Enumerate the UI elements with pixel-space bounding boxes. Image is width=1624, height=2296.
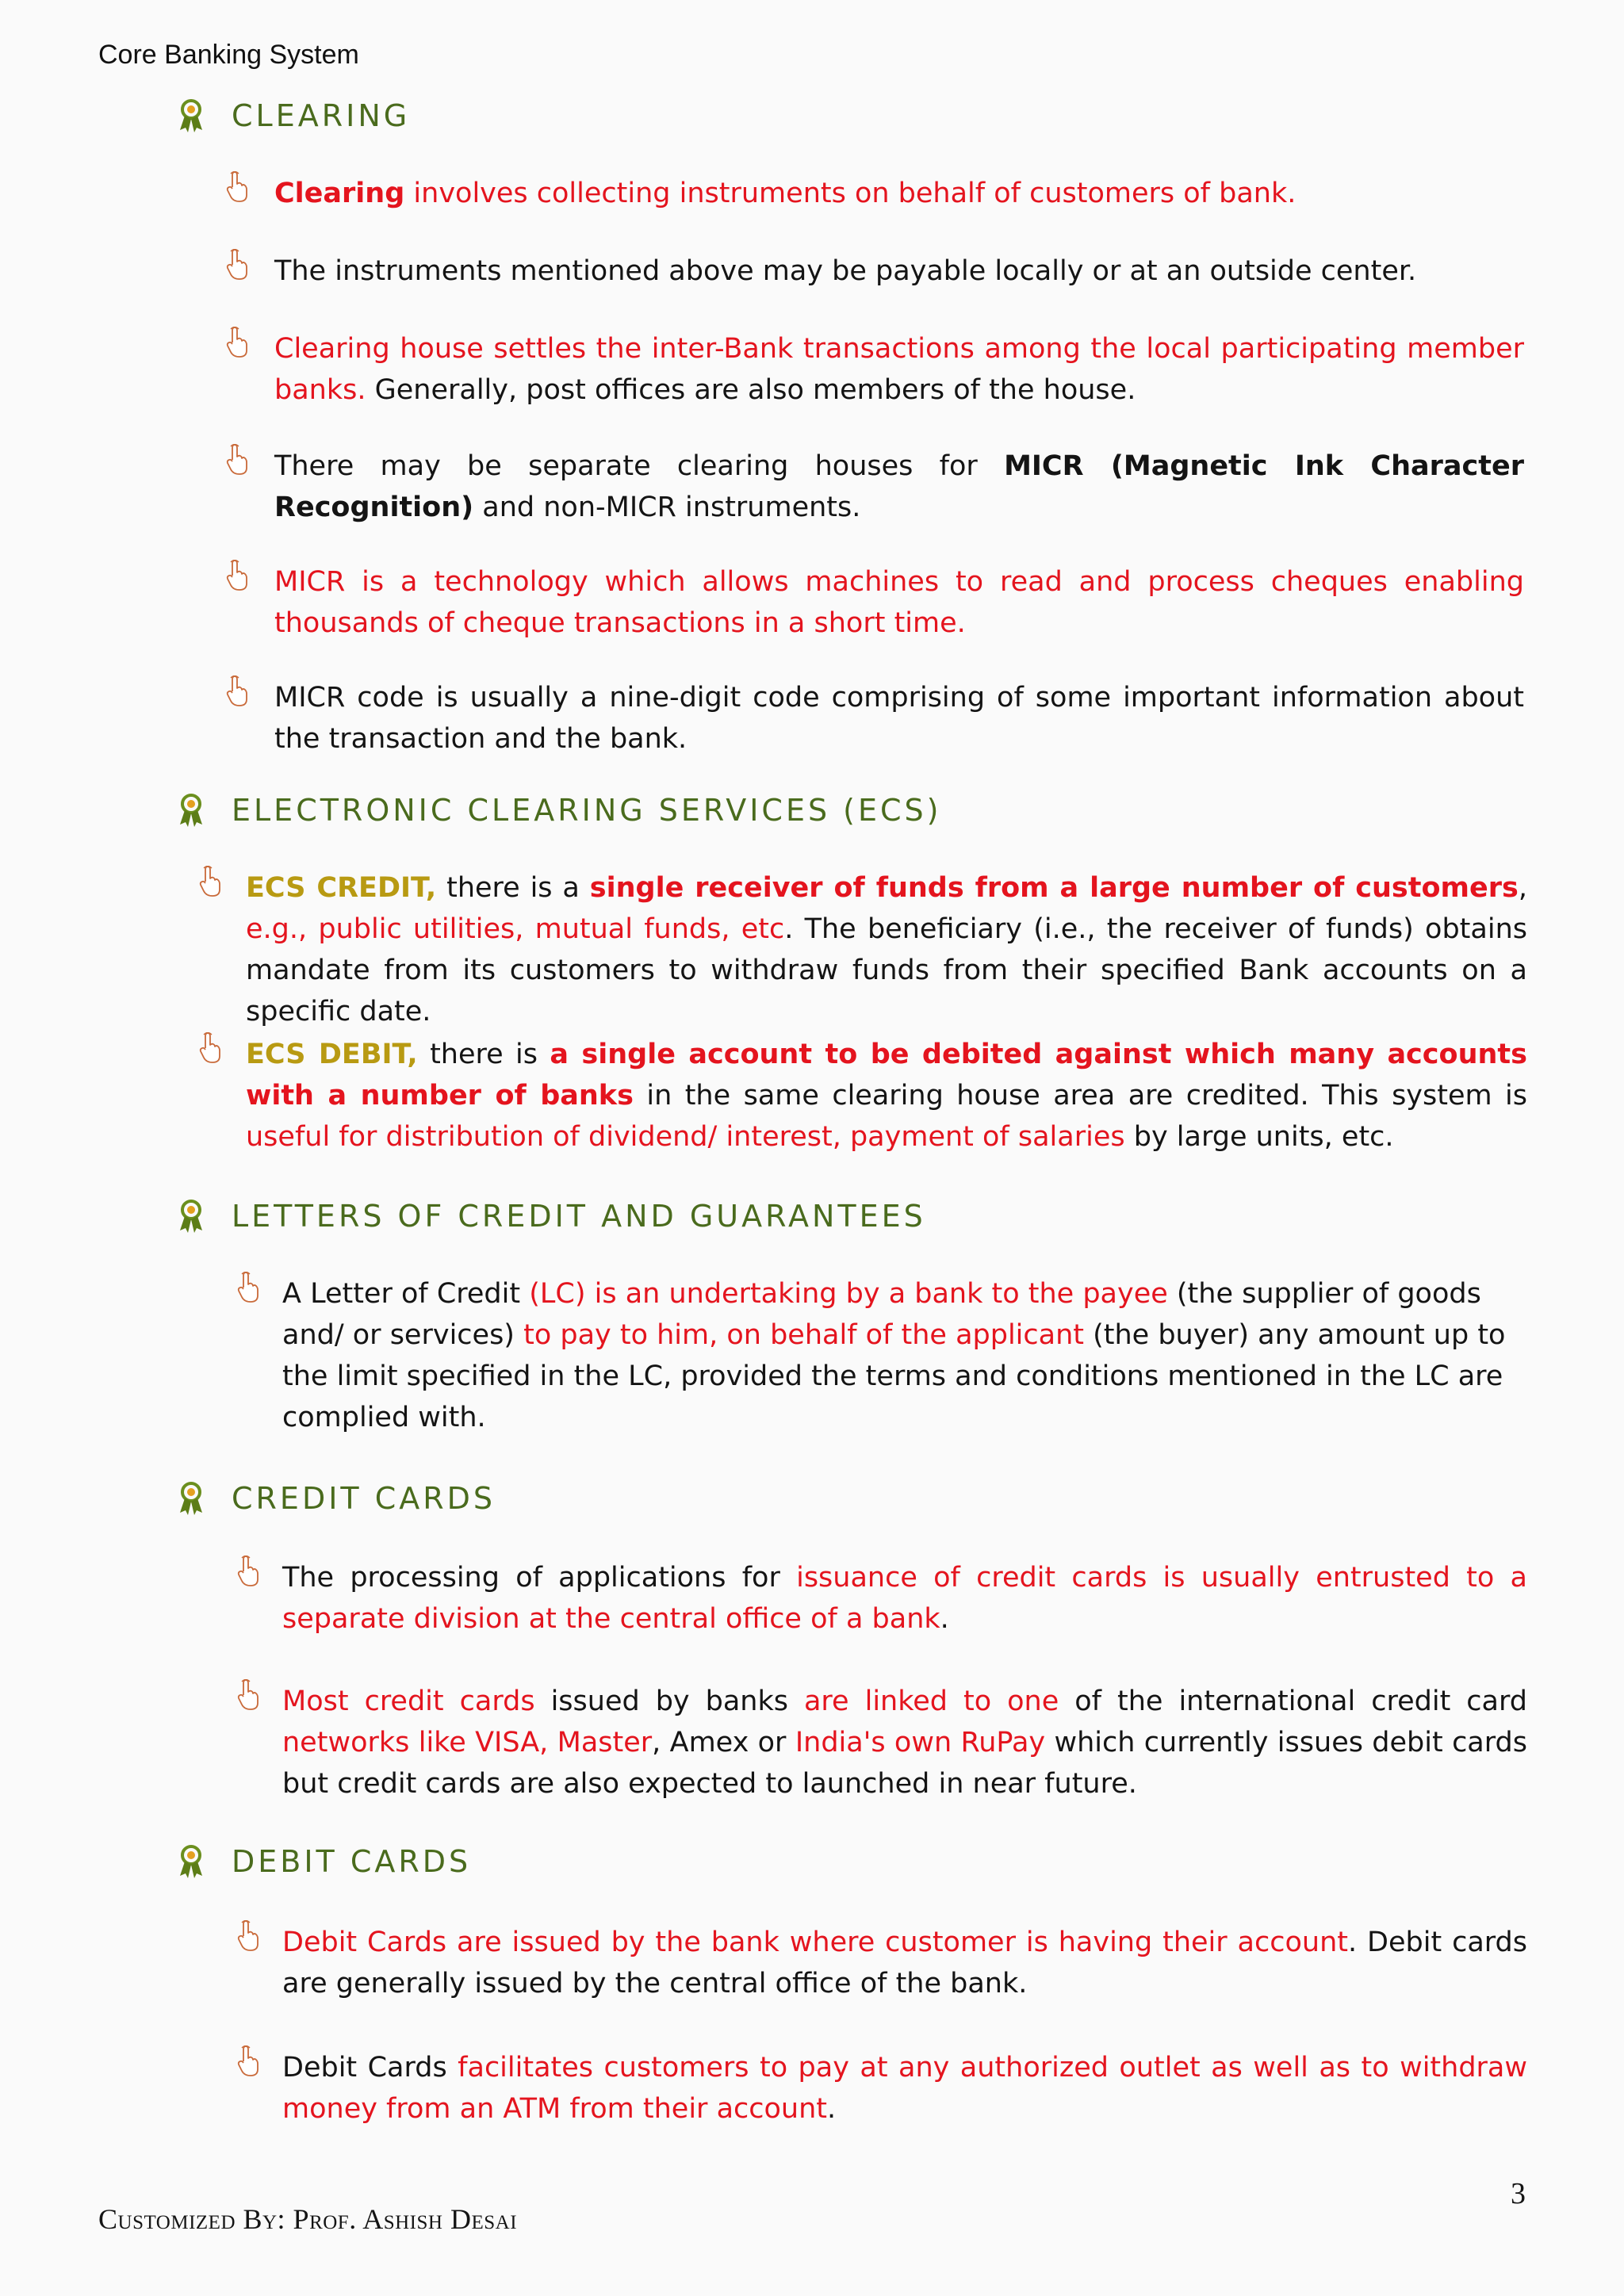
body-text: The processing of applications for: [282, 1562, 797, 1594]
emphasis-text: are linked to one: [803, 1686, 1059, 1717]
award-ribbon-icon: [176, 1199, 206, 1234]
body-text: (the buyer) any amount up to the limit specified in the LC, provided the terms and conditions mentioned in the LC are complied with.: [282, 1319, 1506, 1433]
emphasis-text: MICR is a technology which allows machines to read and process cheques enabling thousands of cheque transactions in a short time.: [274, 566, 1524, 639]
body-text: . Debit cards are generally issued by the central office of the bank.: [282, 1927, 1527, 1999]
body-text: there is: [417, 1039, 550, 1070]
emphasis-text: a single account to be debited against which many accounts with a number of banks: [246, 1039, 1527, 1112]
emphasis-text: useful for distribution of dividend/ interest, payment of salaries: [246, 1121, 1125, 1153]
body-text: which currently issues debit cards but credit cards are also expected to launched in near future.: [282, 1727, 1527, 1800]
body-text: MICR code is usually a nine-digit code comprising of some important information about the transaction and the bank.: [274, 682, 1524, 755]
award-ribbon-icon: [176, 98, 206, 133]
award-ribbon-icon: [176, 1844, 206, 1879]
section-heading-clearing: [176, 94, 410, 138]
pointing-hand-icon: [236, 2045, 260, 2077]
emphasis-text: issuance of credit cards is usually entrusted to a separate division at the central office of a bank: [282, 1562, 1527, 1635]
emphasis-text: Clearing: [274, 178, 405, 209]
section-heading-debit-cards: [176, 1839, 471, 1884]
emphasis-text: e.g., public utilities, mutual funds, etc: [246, 913, 785, 945]
emphasis-text: involves collecting instruments on behalf of customers of bank.: [404, 178, 1297, 209]
emphasis-text: single receiver of funds from a large number of customers: [589, 872, 1519, 904]
heading-text: CREDIT CARDS: [232, 1481, 496, 1516]
emphasis-text: Most credit cards: [282, 1686, 535, 1717]
pointing-hand-icon: [236, 1920, 260, 1952]
pointing-hand-icon: [225, 675, 249, 707]
body-text: Debit Cards: [282, 2052, 458, 2084]
heading-text: DEBIT CARDS: [232, 1844, 472, 1879]
body-text: . The beneficiary (i.e., the receiver of funds) obtains mandate from its customers to withdraw funds from their specified Bank accounts on a specific date.: [246, 913, 1527, 1027]
body-text: ,: [1518, 872, 1527, 904]
pointing-hand-icon: [225, 171, 249, 203]
body-text: .: [827, 2093, 837, 2125]
body-text: The instruments mentioned above may be payable locally or at an outside center.: [274, 255, 1417, 287]
section-heading-ecs: [176, 788, 941, 832]
page-header-title: Core Banking System: [98, 40, 359, 70]
body-text: A Letter of Credit: [282, 1278, 530, 1310]
pointing-hand-icon: [225, 444, 249, 476]
body-text: There may be separate clearing houses for: [274, 450, 1005, 482]
section-heading-letters-of-credit: [176, 1194, 926, 1238]
pointing-hand-icon: [225, 327, 249, 358]
body-text: in the same clearing house area are credited. This system is: [633, 1080, 1527, 1112]
section-heading-credit-cards: [176, 1476, 496, 1521]
heading-text: ELECTRONIC CLEARING SERVICES (ECS): [232, 793, 942, 828]
body-text: and non-MICR instruments.: [473, 492, 861, 523]
footer-author: Customized By: Prof. Ashish Desai: [98, 2203, 518, 2235]
body-text: (the supplier of goods and/ or services): [282, 1278, 1481, 1351]
emphasis-text: (LC) is an undertaking by a bank to the payee: [529, 1278, 1168, 1310]
body-text: Generally, post offices are also members of the house.: [366, 374, 1136, 406]
pointing-hand-icon: [198, 866, 222, 897]
body-text: .: [940, 1603, 949, 1635]
body-text: of the international credit card: [1059, 1686, 1527, 1717]
pointing-hand-icon: [225, 249, 249, 281]
body-text: issued by banks: [534, 1686, 804, 1717]
pointing-hand-icon: [198, 1032, 222, 1064]
page-number: 3: [1511, 2177, 1526, 2210]
body-text: , Amex or: [652, 1727, 795, 1758]
emphasis-text: Clearing house settles the inter-Bank transactions among the local participating member banks.: [274, 333, 1524, 406]
pointing-hand-icon: [236, 1556, 260, 1587]
emphasis-text: facilitates customers to pay at any authorized outlet as well as to withdraw money from an ATM from their account: [282, 2052, 1528, 2125]
heading-text: CLEARING: [232, 98, 411, 133]
pointing-hand-icon: [236, 1679, 260, 1711]
pointing-hand-icon: [225, 560, 249, 591]
pointing-hand-icon: [236, 1272, 260, 1303]
award-ribbon-icon: [176, 793, 206, 828]
emphasis-text: networks like VISA, Master: [282, 1727, 653, 1758]
body-text: there is a: [436, 872, 590, 904]
body-text: by large units, etc.: [1124, 1121, 1394, 1153]
emphasis-text: to pay to him, on behalf of the applicant: [523, 1319, 1084, 1351]
ecs-debit-label: ECS DEBIT,: [246, 1039, 418, 1070]
ecs-credit-label: ECS CREDIT,: [246, 872, 437, 904]
emphasis-text: India's own RuPay: [795, 1727, 1046, 1758]
heading-text: LETTERS OF CREDIT AND GUARANTEES: [232, 1199, 926, 1234]
emphasis-text: Debit Cards are issued by the bank where customer is having their account: [282, 1927, 1348, 1958]
bold-text: MICR (Magnetic Ink Character Recognition): [274, 450, 1524, 523]
award-ribbon-icon: [176, 1481, 206, 1516]
